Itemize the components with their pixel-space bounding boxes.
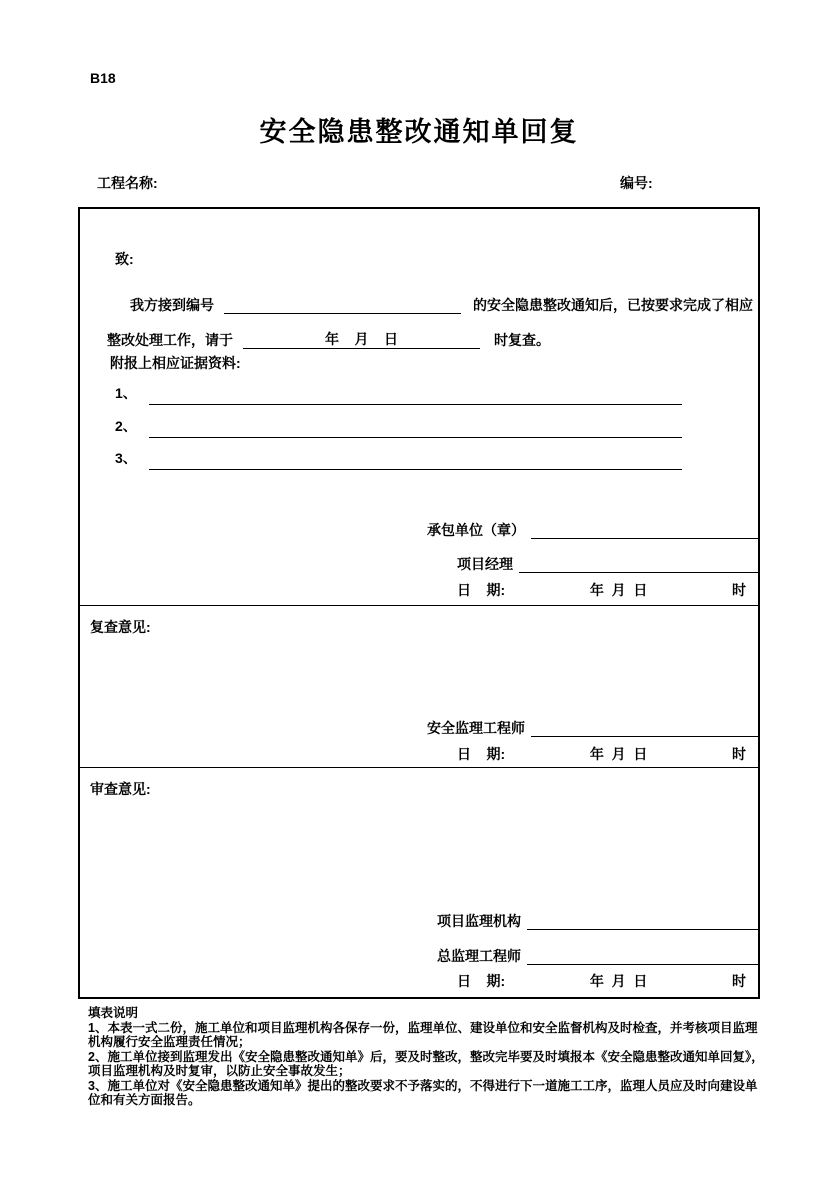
notice-number-blank[interactable] — [224, 295, 461, 314]
supervision-org-signature-blank[interactable] — [527, 911, 758, 930]
contractor-signature-row — [427, 520, 758, 539]
chief-engineer-label: 总监理工程师 — [437, 948, 521, 964]
examine-opinion-heading: 审查意见: — [90, 781, 151, 797]
project-name-label: 工程名称: — [97, 175, 158, 191]
project-manager-label: 项目经理 — [457, 556, 513, 572]
review-date-line — [107, 330, 550, 349]
date-row-examine — [457, 973, 746, 990]
safety-engineer-signature-row — [427, 718, 758, 737]
safety-engineer-label: 安全监理工程师 — [427, 720, 525, 736]
line1-prefix: 我方接到编号 — [130, 297, 214, 313]
date-ymd: 年 月 日 — [589, 746, 648, 762]
form-code: B18 — [90, 70, 116, 86]
date-ymd: 年 月 日 — [589, 582, 648, 598]
form-notes — [88, 1006, 764, 1108]
evidence-item-1 — [115, 385, 682, 405]
project-manager-signature-blank[interactable] — [519, 554, 758, 573]
section-contractor-reply — [80, 209, 758, 605]
page-title: 安全隐患整改通知单回复 — [259, 117, 579, 147]
evidence-item-2 — [115, 418, 682, 438]
date-hour: 时 — [731, 746, 746, 762]
date-hour: 时 — [731, 582, 746, 598]
line2-prefix: 整改处理工作，请于 — [107, 332, 233, 348]
evidence-number: 2、 — [115, 418, 137, 434]
evidence-item-3 — [115, 450, 682, 470]
date-label: 日 期: — [457, 973, 506, 989]
evidence-blank-2[interactable] — [149, 418, 682, 438]
contractor-label: 承包单位（章） — [427, 522, 525, 538]
chief-engineer-signature-row — [437, 946, 758, 965]
evidence-number: 3、 — [115, 450, 137, 466]
section-review-opinion — [80, 605, 758, 767]
safety-engineer-signature-blank[interactable] — [531, 718, 758, 737]
evidence-number: 1、 — [115, 385, 137, 401]
notes-heading: 填表说明 — [88, 1006, 139, 1020]
date-row-review — [457, 746, 746, 763]
date-row-contractor — [457, 582, 746, 599]
contractor-signature-blank[interactable] — [531, 520, 758, 539]
evidence-blank-1[interactable] — [149, 385, 682, 405]
review-opinion-heading: 复查意见: — [90, 619, 151, 635]
evidence-blank-3[interactable] — [149, 450, 682, 470]
notice-number-line — [130, 295, 753, 314]
line1-suffix: 的安全隐患整改通知后，已按要求完成了相应 — [473, 297, 753, 313]
date-hour: 时 — [731, 973, 746, 989]
attachments-label: 附报上相应证据资料: — [110, 355, 241, 371]
project-manager-signature-row — [457, 554, 758, 573]
supervision-org-label: 项目监理机构 — [437, 913, 521, 929]
review-date-blank[interactable]: 年 月 日 — [243, 330, 480, 349]
to-label: 致: — [115, 251, 134, 267]
section-examine-opinion — [80, 767, 758, 995]
date-label: 日 期: — [457, 582, 506, 598]
date-ymd: 年 月 日 — [589, 973, 648, 989]
note-item-2: 2、施工单位接到监理发出《安全隐患整改通知单》后，要及时整改，整改完毕要及时填报本《安全隐患整改通知单回复》，项目监理机构及时复审，以防止安全事故发生； — [88, 1049, 764, 1078]
form-table — [78, 207, 760, 999]
chief-engineer-signature-blank[interactable] — [527, 946, 758, 965]
note-item-3: 3、施工单位对《安全隐患整改通知单》提出的整改要求不予落实的，不得进行下一道施工工序，监理人员应及时向建设单位和有关方面报告。 — [88, 1078, 758, 1107]
line2-suffix: 时复查。 — [494, 332, 550, 348]
date-label: 日 期: — [457, 746, 506, 762]
note-item-1: 1、本表一式二份，施工单位和项目监理机构各保存一份，监理单位、建设单位和安全监督机构及时检查，并考核项目监理机构履行安全监理责任情况； — [88, 1020, 758, 1049]
number-label: 编号: — [620, 175, 653, 191]
supervision-org-signature-row — [437, 911, 758, 930]
